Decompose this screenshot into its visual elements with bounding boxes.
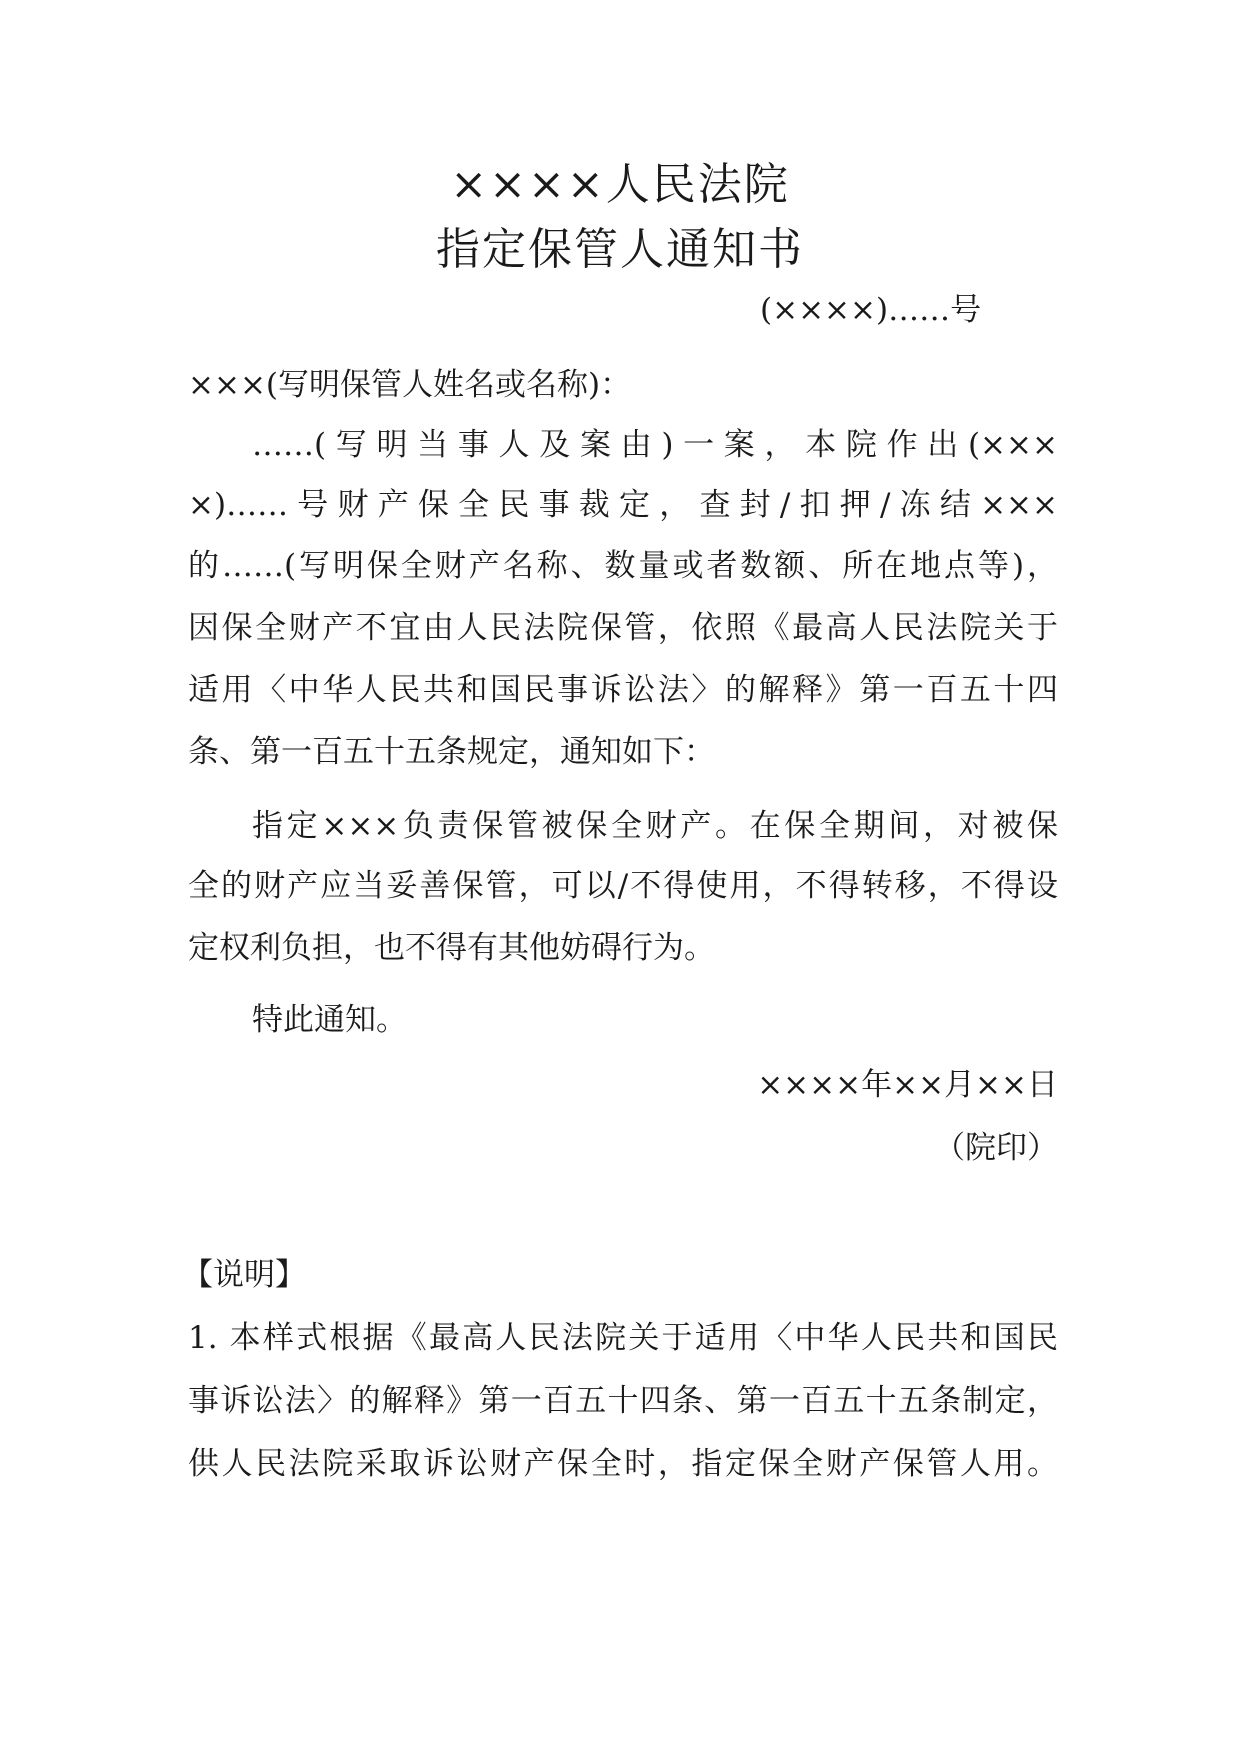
- paragraph-1-line: 适用〈中华人民共和国民事诉讼法〉的解释》第一百五十四: [188, 672, 1058, 708]
- court-seal-note: （院印）: [934, 1130, 1058, 1166]
- notes-line: 事诉讼法〉的解释》第一百五十四条、第一百五十五条制定，: [188, 1383, 1058, 1419]
- paragraph-2-line: 定权利负担，也不得有其他妨碍行为。: [188, 930, 715, 966]
- paragraph-1-line: ……(写明当事人及案由)一案，本院作出(×××: [252, 427, 1058, 463]
- document-title: 指定保管人通知书: [436, 224, 804, 275]
- notes-line: 供人民法院采取诉讼财产保全时，指定保全财产保管人用。: [188, 1446, 1058, 1482]
- addressee: ×××(写明保管人姓名或名称)：: [188, 367, 632, 403]
- paragraph-1-line: 条、第一百五十五条规定，通知如下：: [188, 734, 715, 770]
- paragraph-2-line: 全的财产应当妥善保管，可以/不得使用，不得转移，不得设: [188, 868, 1058, 904]
- paragraph-1-line: 因保全财产不宜由人民法院保管，依照《最高人民法院关于: [188, 610, 1058, 646]
- court-name: ××××人民法院: [450, 159, 790, 210]
- document-number: (××××)……号: [760, 292, 982, 328]
- closing-text: 特此通知。: [252, 1002, 407, 1038]
- notes-line: 1. 本样式根据《最高人民法院关于适用〈中华人民共和国民: [188, 1320, 1058, 1356]
- notes-heading: 【说明】: [182, 1257, 306, 1293]
- paragraph-1-line: 的……(写明保全财产名称、数量或者数额、所在地点等)，: [188, 548, 1058, 584]
- paragraph-2-line: 指定×××负责保管被保全财产。在保全期间，对被保: [252, 808, 1058, 844]
- date-line: ××××年××月××日: [757, 1067, 1058, 1103]
- paragraph-1-line: ×)……号财产保全民事裁定，查封/扣押/冻结×××: [188, 487, 1058, 523]
